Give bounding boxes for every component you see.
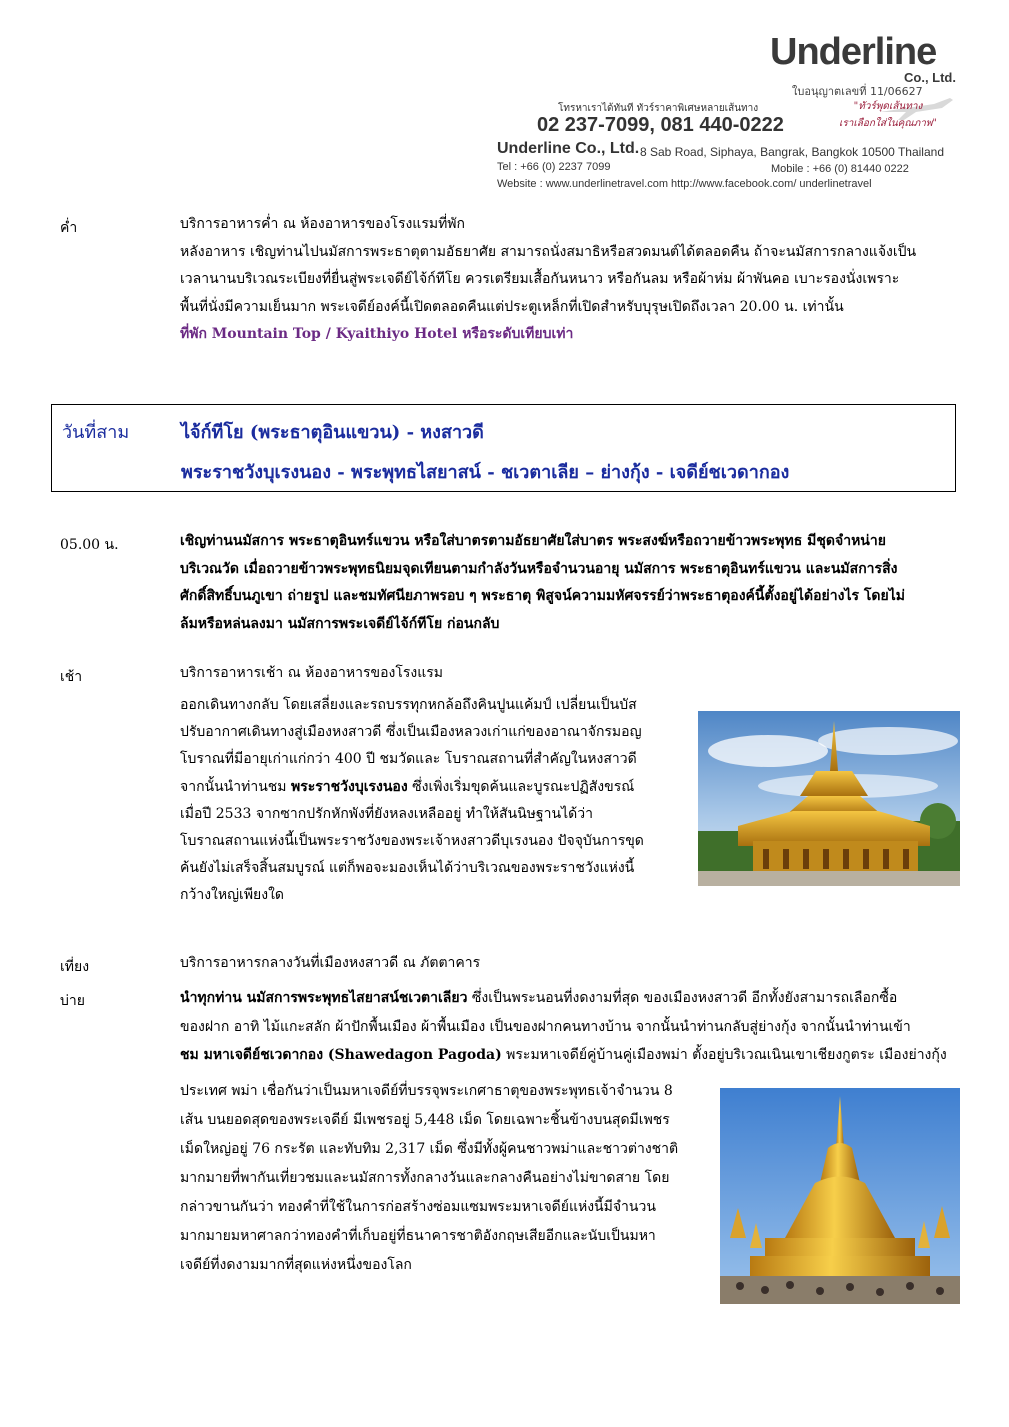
telephone: Tel : +66 (0) 2237 7099 [497, 161, 611, 173]
dinner-text-2: เวลานานบริเวณระเบียงที่ยื่นสู่พระเจดีย์ไจ้ก์ทีโย ควรเตรียมเสื้อกันหนาว หรือกันลม หรือผ้าห่ม ผ้าพันคอ เบาะรองนั่งเพราะ [180, 271, 900, 287]
breakfast-text-8: กว้างใหญ่เพียงใด [180, 887, 285, 904]
morning-section [180, 528, 960, 638]
afternoon-body-2: เส้น บนยอดสุดของพระเจดีย์ มีเพชรอยู่ 5,448 เม็ด โดยเฉพาะชิ้นข้างบนสุดมีเพชร [180, 1112, 670, 1128]
breakfast-title: บริการอาหารเช้า ณ ห้องอาหารของโรงแรม [180, 665, 443, 681]
afternoon-section [180, 984, 960, 1070]
phone-numbers: 02 237-7099, 081 440-0222 [537, 114, 784, 136]
logo-suffix: Co., Ltd. [904, 70, 956, 85]
breakfast-text-6: โบราณสถานแห่งนี้เป็นพระราชวังของพระเจ้าหงสาวดีบุเรงนอง ปัจจุบันการขุด [180, 833, 644, 850]
company-address: 8 Sab Road, Siphaya, Bangrak, Bangkok 10500 Thailand [640, 145, 944, 159]
afternoon-text-1 [180, 984, 960, 1013]
dinner-section [180, 211, 960, 349]
morning-text-4: ล้มหรือหล่นลงมา นมัสการพระเจดีย์ไจ้ก์ทีโย ก่อนกลับ [180, 615, 500, 632]
day-title-2: พระราชวังบุเรงนอง - พระพุทธไสยาสน์ - ชเวตาเลีย – ย่างกุ้ง - เจดีย์ชเวดากอง [181, 462, 790, 483]
afternoon-body-3: เม็ดใหญ่อยู่ 76 กระรัต และทับทิม 2,317 เม็ด ซึ่งมีทั้งผู้คนชาวพม่าและชาวต่างชาติ [180, 1141, 679, 1157]
logo-wordmark: Underline [770, 31, 937, 73]
contact-intro: โทรหาเราได้ทันที ทัวร์ราคาพิเศษหลายเส้นทาง [558, 103, 759, 114]
slogan [813, 98, 963, 132]
shwedagon-pagoda-photo [720, 1088, 960, 1304]
afternoon-body-1: ประเทศ พม่า เชื่อกันว่าเป็นมหาเจดีย์ที่บรรจุพระเกศาธาตุของพระพุทธเจ้าจำนวน 8 [180, 1083, 673, 1099]
shwedagon-name: ชม มหาเจดีย์ชเวดากอง (Shawedagon Pagoda) [180, 1047, 502, 1063]
mobile: Mobile : +66 (0) 81440 0222 [771, 163, 909, 175]
breakfast-text-7: ค้นยังไม่เสร็จสิ้นสมบูรณ์ แต่ก็พอจะมองเห็นได้ว่าบริเวณของพระราชวังแห่งนี้ [180, 860, 635, 877]
morning-text-2: บริเวณวัด เมื่อถวายข้าวพระพุทธนิยมจุดเทียนตามกำลังวันหรือจำนวนอายุ นมัสการ พระธาตุอินทร์แขวน และนมัสการสิ่ง [180, 560, 898, 577]
license-number: ใบอนุญาตเลขที่ 11/06627 [792, 85, 923, 98]
breakfast-text-5: เมื่อปี 2533 จากซากปรักหักพังที่ยังหลงเหลืออยู่ ทำให้สันนิษฐานได้ว่า [180, 805, 593, 822]
lunch-label: เที่ยง [60, 959, 90, 975]
slogan-line-1: "ทัวร์พุดเส้นทาง [853, 101, 923, 112]
breakfast-text-1: ออกเดินทางกลับ โดยเสลี่ยงและรถบรรทุกหกล้อถึงคินปูนแค้มป์ เปลี่ยนเป็นบัส [180, 697, 637, 713]
breakfast-text-4-lead: จากนั้นนำท่านชม [180, 778, 291, 795]
afternoon-body [180, 1077, 700, 1280]
palace-desc: ซึ่งเพิ่งเริ่มขุดค้นและบูรณะปฏิสังขรณ์ [407, 778, 635, 795]
dinner-title: บริการอาหารค่ำ ณ ห้องอาหารของโรงแรมที่พัก [180, 216, 466, 232]
afternoon-text-3 [180, 1041, 960, 1070]
afternoon-text-1-rest: ซึ่งเป็นพระนอนที่งดงามที่สุด ของเมืองหงสาวดี อีกทั้งยังสามารถเลือกซื้อ [467, 990, 898, 1006]
lunch-title: บริการอาหารกลางวันที่เมืองหงสาวดี ณ ภัตตาคาร [180, 955, 481, 971]
afternoon-body-4: มากมายที่พากันเที่ยวชมและนมัสการทั้งกลางวันและกลางคืนอย่างไม่ขาดสาย โดย [180, 1170, 670, 1186]
afternoon-body-5: กล่าวขานกันว่า ทองคำที่ใช้ในการก่อสร้างซ่อมแซมพระมหาเจดีย์แห่งนี้มีจำนวน [180, 1199, 656, 1215]
afternoon-text-2: ของฝาก อาทิ ไม้แกะสลัก ผ้าปักพื้นเมือง ผ้าพื้นเมือง เป็นของฝากคนทางบ้าน จากนั้นนำท่านกลับสู่ย่างกุ้ง จากนั้นนำท่านเข้า [180, 1018, 911, 1035]
breakfast-body [180, 692, 685, 910]
afternoon-text-3-rest: พระมหาเจดีย์คู่บ้านคู่เมืองพม่า ตั้งอยู่บริเวณเนินเขาเชียงกูตระ เมืองย่างกุ้ง [501, 1047, 947, 1063]
hotel-info: ที่พัก Mountain Top / Kyaithiyo Hotel หรือระดับเทียบเท่า [180, 326, 574, 342]
kanbawzathadi-palace-photo [698, 711, 960, 886]
morning-text-3: ศักดิ์สิทธิ์บนภูเขา ถ่ายรูป และชมทัศนียภาพรอบ ๆ พระธาตุ พิสูจน์ความมหัศจรรย์ว่าพระธาตุองค์นี้ตั้งอยู่ได้อย่างไร โดยไม่ [180, 588, 905, 604]
day-title-1: ไจ้ก์ทีโย (พระธาตุอินแขวน) - หงสาวดี [181, 422, 484, 443]
morning-text-1: เชิญท่านนมัสการ พระธาตุอินทร์แขวน หรือใส่บาตรตามอัธยาศัยใส่บาตร พระสงฆ์หรือถวายข้าวพระพุทธ มีชุดจำหน่าย [180, 533, 886, 549]
company-name: Underline Co., Ltd. [497, 140, 640, 157]
dinner-text-3: พื้นที่นั่งมีความเย็นมาก พระเจดีย์องค์นี้เปิดตลอดคืนแต่ประตูเหล็กที่เปิดสำหรับบุรุษเปิดถึงเวลา 20.00 น. เท่านั้น [180, 298, 844, 315]
company-logo [770, 30, 960, 90]
afternoon-body-7: เจดีย์ที่งดงามมากที่สุดแห่งหนึ่งของโลก [180, 1257, 412, 1273]
afternoon-body-6: มากมายมหาศาลกว่าทองคำที่เก็บอยู่ที่ธนาคารชาติอังกฤษเสียอีกและนับเป็นมหา [180, 1228, 656, 1244]
reclining-buddha-name: นำทุกท่าน นมัสการพระพุทธไสยาสน์ชเวตาเลียว [180, 990, 468, 1006]
afternoon-label: บ่าย [60, 993, 85, 1009]
day-header-box [51, 404, 956, 492]
website-line: Website : www.underlinetravel.com http://www.facebook.com/ underlinetravel [497, 178, 872, 190]
dinner-label: ค่ำ [60, 220, 78, 236]
day-label: วันที่สาม [62, 422, 130, 443]
slogan-line-2: เราเลือกใส่ในคุณภาพ" [838, 118, 938, 129]
breakfast-label: เช้า [60, 669, 83, 685]
breakfast-text-3: โบราณที่มีอายุเก่าแก่กว่า 400 ปี ชมวัดและ โบราณสถานที่สำคัญในหงสาวดี [180, 751, 637, 768]
time-label-0500: 05.00 น. [60, 537, 119, 553]
palace-name: พระราชวังบุเรงนอง [290, 778, 408, 795]
breakfast-text-4 [180, 774, 685, 801]
breakfast-text-2: ปรับอากาศเดินทางสู่เมืองหงสาวดี ซึ่งเป็นเมืองหลวงเก่าแก่ของอาณาจักรมอญ [180, 724, 642, 741]
dinner-text-1: หลังอาหาร เชิญท่านไปนมัสการพระธาตุตามอัธยาศัย สามารถนั่งสมาธิหรือสวดมนต์ได้ตลอดคืน ถ้าจะนมัสการกลางแจ้งเป็น [180, 243, 917, 260]
